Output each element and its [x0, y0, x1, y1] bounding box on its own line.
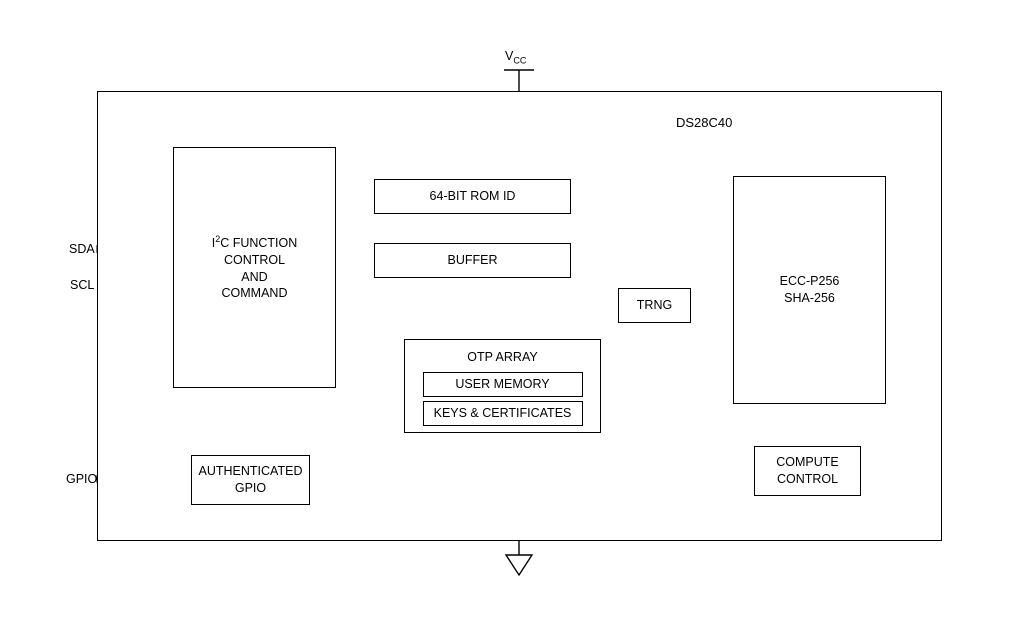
i2c-line1-pre: I [211, 235, 216, 250]
block-crypto-engine [733, 176, 886, 404]
i2c-line1-post: C FUNCTION [220, 235, 298, 250]
block-otp-title: OTP ARRAY [467, 350, 538, 364]
block-rom-id [374, 179, 571, 214]
vcc-label-main: V [505, 49, 514, 63]
block-auth-gpio-line2: GPIO [234, 481, 267, 495]
block-compute-line1: COMPUTE [776, 455, 839, 470]
block-i2c-function-control [173, 147, 336, 388]
block-buffer-label: BUFFER [447, 253, 498, 268]
block-trng-label: TRNG [636, 298, 673, 313]
block-compute-line2: CONTROL [776, 472, 839, 486]
block-i2c-line4: COMMAND [221, 286, 288, 301]
block-otp-row-user-memory: USER MEMORY [423, 372, 583, 397]
pin-label-gpio: GPIO [66, 472, 98, 486]
block-compute-control [754, 446, 861, 496]
block-auth-gpio-line1: AUTHENTICATED [198, 464, 303, 479]
i2c-line1-sup: 2 [215, 233, 221, 244]
block-crypto-line2: SHA-256 [784, 291, 835, 305]
block-otp-row-keys-certificates: KEYS & CERTIFICATES [423, 401, 583, 426]
vcc-label [505, 49, 526, 66]
block-authenticated-gpio [191, 455, 310, 505]
vcc-label-sub: CC [513, 55, 527, 66]
block-otp-array [404, 339, 601, 433]
block-i2c-line3: AND [241, 269, 268, 284]
block-i2c-line1 [212, 233, 298, 252]
block-crypto-line1: ECC-P256 [779, 274, 840, 289]
block-buffer [374, 243, 571, 278]
pin-label-scl: SCL [70, 278, 95, 292]
block-i2c-line2: CONTROL [223, 252, 286, 267]
pin-label-sda: SDA [69, 242, 95, 256]
block-trng [618, 288, 691, 323]
block-rom-id-label: 64-BIT ROM ID [429, 189, 516, 204]
chip-title: DS28C40 [676, 115, 733, 130]
